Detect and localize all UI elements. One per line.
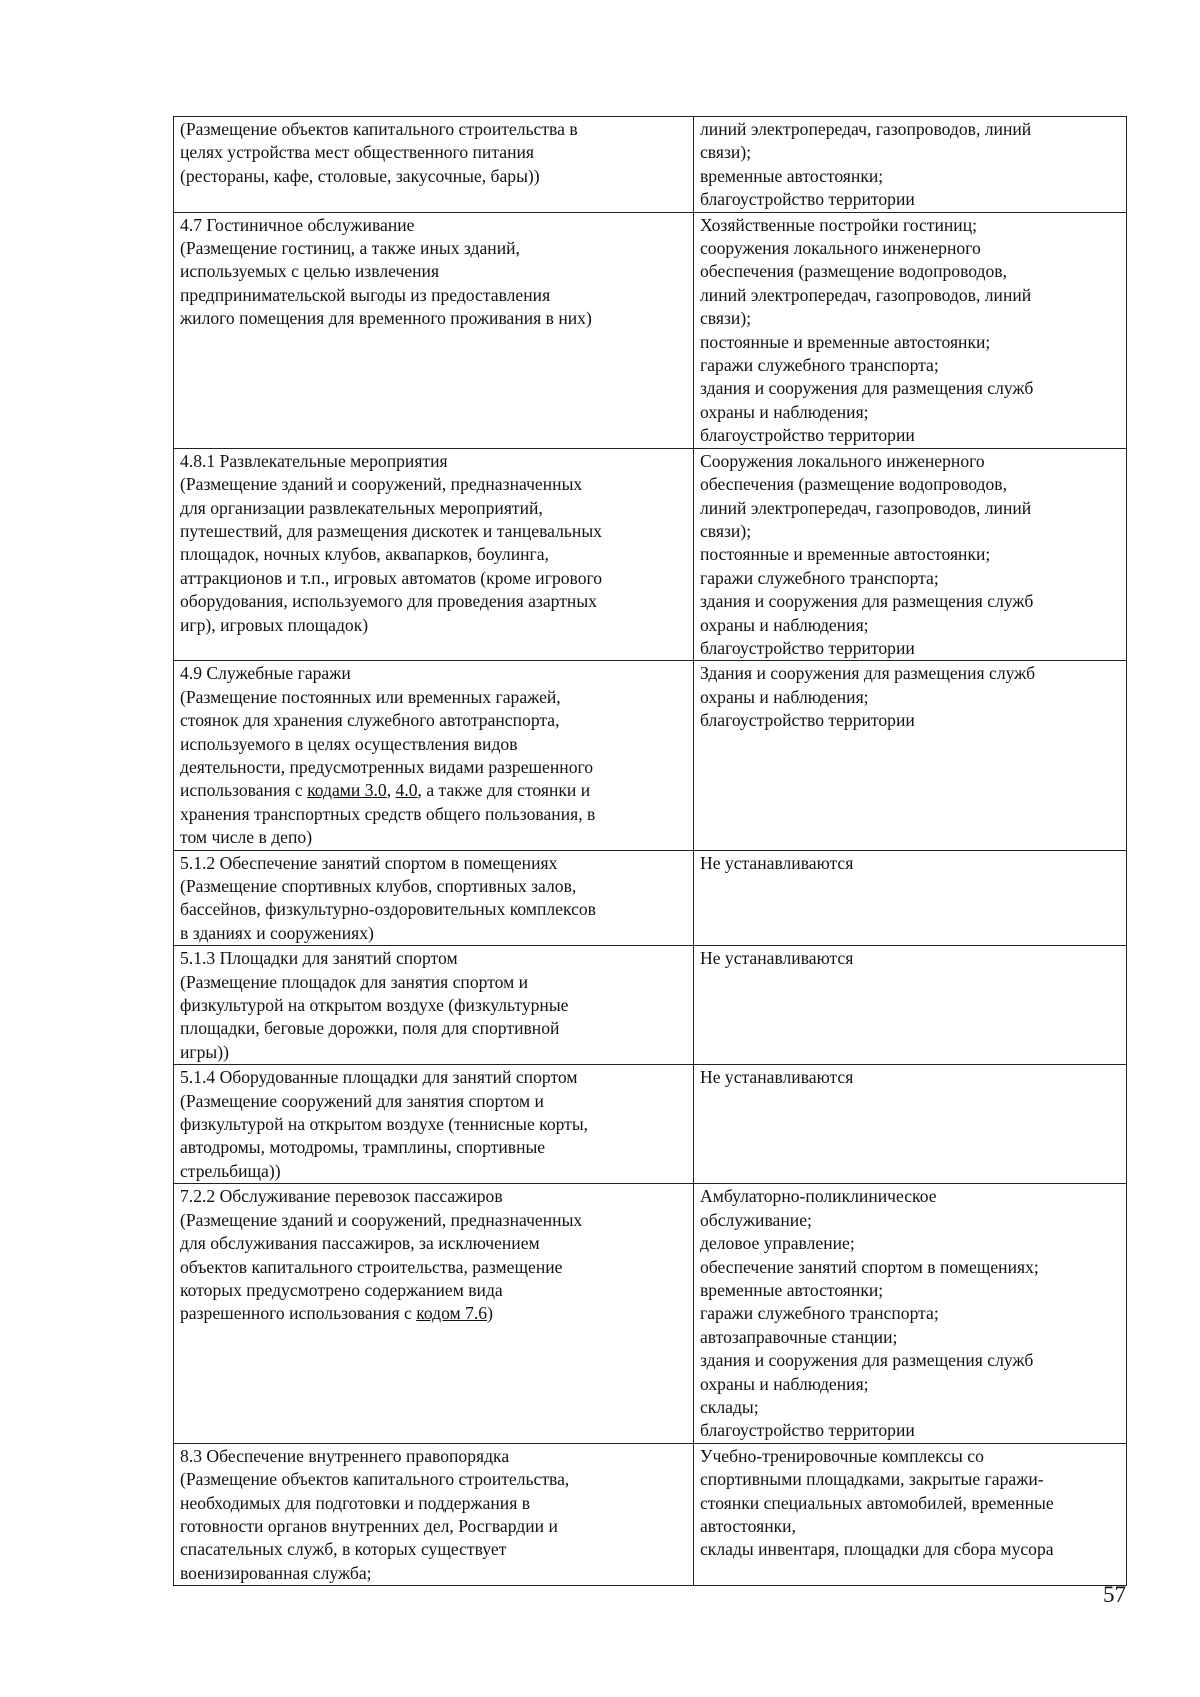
use-type-cell: 5.1.4 Оборудованные площадки для занятий спортом (Размещение сооружений для занятия спортом и физкультурой на открытом воздухе (теннисные корты, автодромы, мотодромы, трамплины, спортивные стрельбища)) <box>174 1065 694 1184</box>
auxiliary-use-cell: Не устанавливаются <box>694 946 1127 1065</box>
use-type-cell <box>174 661 694 850</box>
cell-text: 4.9 Служебные гаражи (Размещение постоянных или временных гаражей, стоянок для хранения служебного автотранспорта, используемого в целях осуществления видов деятельности, предусмотренных видами разрешенного использования с <box>180 663 594 801</box>
cell-text: , <box>386 780 396 801</box>
code-link[interactable]: кодами 3.0 <box>307 780 387 801</box>
use-type-cell: 4.7 Гостиничное обслуживание (Размещение гостиниц, а также иных зданий, используемых с целью извлечения предпринимательской выгоды из предоставления жилого помещения для временного проживания в них) <box>174 212 694 448</box>
table-row <box>174 1184 1127 1443</box>
use-type-cell: 8.3 Обеспечение внутреннего правопорядка (Размещение объектов капитального строительства, необходимых для подготовки и поддержания в готовности органов внутренних дел, Росгвардии и спасательных служб, в которых существует военизированная служба; <box>174 1443 694 1585</box>
use-type-cell: 4.8.1 Развлекательные мероприятия (Размещение зданий и сооружений, предназначенных для организации развлекательных мероприятий, путешествий, для размещения дискотек и танцевальных площадок, ночных клубов, аквапарков, боулинга, аттракционов и т.п., игровых автоматов (кроме игрового оборудования, используемого для проведения азартных игр), игровых площадок) <box>174 448 694 661</box>
table-row <box>174 212 1127 448</box>
use-type-cell: (Размещение объектов капитального строительства в целях устройства мест общественного питания (рестораны, кафе, столовые, закусочные, бары)) <box>174 117 694 213</box>
table-row <box>174 946 1127 1065</box>
table-row <box>174 1443 1127 1585</box>
code-link[interactable]: 4.0 <box>395 780 418 801</box>
use-type-cell: 5.1.3 Площадки для занятий спортом (Размещение площадок для занятия спортом и физкультурой на открытом воздухе (физкультурные площадки, беговые дорожки, поля для спортивной игры)) <box>174 946 694 1065</box>
page-number: 57 <box>1103 1582 1126 1607</box>
table-row <box>174 661 1127 850</box>
cell-text: ) <box>487 1303 493 1324</box>
cell-text: , а также для стоянки и хранения транспортных средств общего пользования, в том числе в депо) <box>180 780 596 848</box>
auxiliary-use-cell: Не устанавливаются <box>694 1065 1127 1184</box>
auxiliary-use-cell: Сооружения локального инженерного обеспечения (размещение водопроводов, линий электропередач, газопроводов, линий связи); постоянные и временные автостоянки; гаражи служебного транспорта; здания и сооружения для размещения служб охраны и наблюдения; благоустройство территории <box>694 448 1127 661</box>
auxiliary-use-cell: Не устанавливаются <box>694 850 1127 946</box>
auxiliary-use-cell: линий электропередач, газопроводов, линий связи); временные автостоянки; благоустройство территории <box>694 117 1127 213</box>
table-row <box>174 1065 1127 1184</box>
table-row <box>174 117 1127 213</box>
code-link[interactable]: кодом 7.6 <box>416 1303 488 1324</box>
cell-text: 7.2.2 Обслуживание перевозок пассажиров (Размещение зданий и сооружений, предназначенных для обслуживания пассажиров, за исключением объектов капитального строительства, размещение которых предусмотрено содержанием вида разрешенного использования с <box>180 1186 583 1324</box>
auxiliary-use-cell: Амбулаторно-поликлиническое обслуживание; деловое управление; обеспечение занятий спортом в помещениях; временные автостоянки; гаражи служебного транспорта; автозаправочные станции; здания и сооружения для размещения служб охраны и наблюдения; склады; благоустройство территории <box>694 1184 1127 1443</box>
table-row <box>174 448 1127 661</box>
use-type-cell <box>174 1184 694 1443</box>
auxiliary-use-cell: Хозяйственные постройки гостиниц; сооружения локального инженерного обеспечения (размещение водопроводов, линий электропередач, газопроводов, линий связи); постоянные и временные автостоянки; гаражи служебного транспорта; здания и сооружения для размещения служб охраны и наблюдения; благоустройство территории <box>694 212 1127 448</box>
auxiliary-use-cell: Учебно-тренировочные комплексы со спортивными площадками, закрытые гаражи- стоянки специальных автомобилей, временные автостоянки, склады инвентаря, площадки для сбора мусора <box>694 1443 1127 1585</box>
auxiliary-use-cell: Здания и сооружения для размещения служб охраны и наблюдения; благоустройство территории <box>694 661 1127 850</box>
use-type-cell: 5.1.2 Обеспечение занятий спортом в помещениях (Размещение спортивных клубов, спортивных залов, бассейнов, физкультурно-оздоровительных комплексов в зданиях и сооружениях) <box>174 850 694 946</box>
table-row <box>174 850 1127 946</box>
land-use-table <box>173 116 1127 1586</box>
